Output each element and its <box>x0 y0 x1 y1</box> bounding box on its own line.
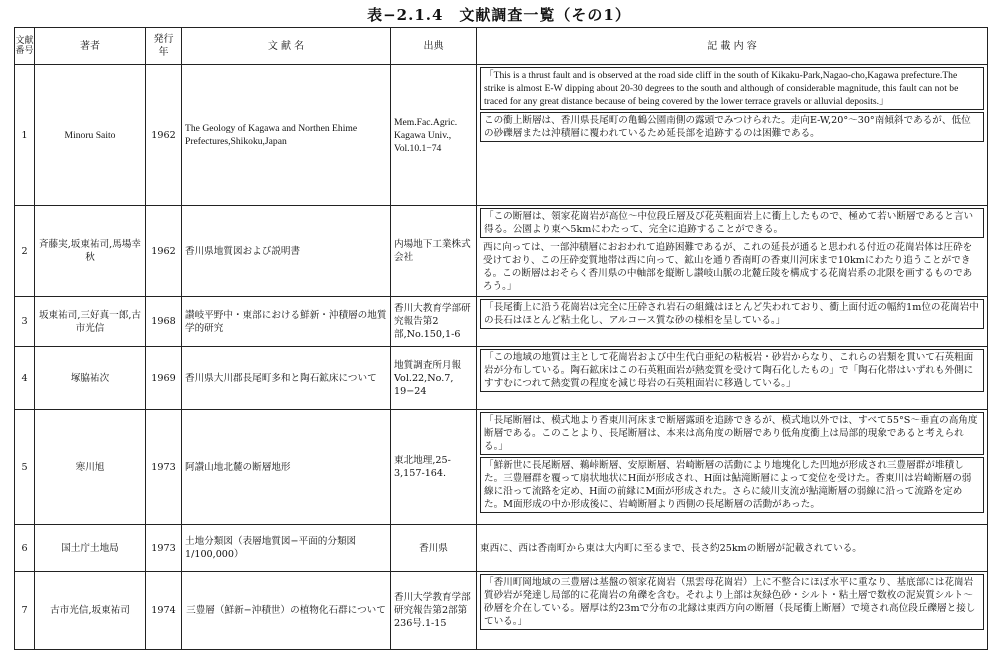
cell-year: 1962 <box>146 65 182 206</box>
table-row <box>15 572 988 650</box>
cell-name: 阿讃山地北麓の断層地形 <box>182 410 391 525</box>
cell-author: 坂東祐司,三好真一郎,古市光信 <box>35 297 146 347</box>
cell-year: 1973 <box>146 525 182 572</box>
desc-summary: この衝上断層は、香川県長尾町の亀鶴公園南側の露頭でみつけられた。走向E-W,20°〜30°南傾斜であるが、低位の砂礫層または沖積層に覆われているため延長部を追跡するのは困難である。 <box>480 112 984 142</box>
cell-source: 内場地下工業株式会社 <box>391 206 477 297</box>
cell-source: 香川大学教育学部研究報告第2部第236号.1-15 <box>391 572 477 650</box>
cell-num: 3 <box>15 297 35 347</box>
cell-name: 香川県地質図および説明書 <box>182 206 391 297</box>
table-row <box>15 347 988 410</box>
table-title: 表−2.1.4 文献調査一覧（その1） <box>367 6 631 24</box>
desc-continued: 西に向っては、一部沖積層におおわれて追跡困難であるが、これの延長が通ると思われる付近の花崗岩体は圧砕を受けており、この圧砕変質地帯は西に向って、鉱山を通り香南町の香東川河床まで10kmにわたり追うことができる。この断層はおそらく香川県の中軸部を縦断し讃岐山脈の北麓丘陵を構成する花崗岩系の北限を画するものであろう。」 <box>483 242 973 292</box>
cell-num: 7 <box>15 572 35 650</box>
cell-desc <box>477 206 988 297</box>
cell-author: 寒川旭 <box>35 410 146 525</box>
desc-quote-2: 「鮮新世に長尾断層、鵜峠断層、安原断層、岩崎断層の活動により地塊化した凹地が形成され三豊層群が堆積した。三豊層群を覆って扇状地状にH面が形成され、H面は鮎滝断層によって変位を受けた。香東川は岩崎断層の弱線に沿って流路を定め、H面の前縁にM面が形成された。さらに綾川支流が鮎滝断層の弱線に沿って流路を定めた。M面形成の中か形成後に、岩崎断層より西側の長尾断層の活動があった。 <box>480 457 984 513</box>
cell-num: 4 <box>15 347 35 410</box>
cell-source: 香川大教育学部研究報告第2部,No.150,1-6 <box>391 297 477 347</box>
literature-table <box>14 27 988 650</box>
cell-desc <box>477 347 988 410</box>
header-desc: 記 載 内 容 <box>477 28 988 65</box>
cell-name: 三豊層（鮮新−沖積世）の植物化石群について <box>182 572 391 650</box>
cell-year: 1974 <box>146 572 182 650</box>
cell-desc: 東西に、西は香南町から東は大内町に至るまで、長さ約25kmの断層が記載されている。 <box>477 525 988 572</box>
table-row <box>15 65 988 206</box>
cell-source: 香川県 <box>391 525 477 572</box>
cell-year: 1969 <box>146 347 182 410</box>
cell-name: 土地分類図（表層地質図−平面的分類図1/100,000） <box>182 525 391 572</box>
cell-num: 6 <box>15 525 35 572</box>
desc-quote: 「この断層は、領家花崗岩が高位〜中位段丘層及び花英粗面岩上に衝上したもので、極めて若い断層であると言い得る。公園より東へ5kmにわたって、完全に追跡することができる。 <box>480 208 984 238</box>
header-author: 著者 <box>35 28 146 65</box>
cell-year: 1973 <box>146 410 182 525</box>
desc-quote: 「長尾衝上に沿う花崗岩は完全に圧砕され岩石の組織はほとんど失われており、衝上面付近の幅約1m位の花崗岩中の長石はほとんど粘土化し、アルコース質な砂の様相を呈している。」 <box>480 299 984 329</box>
table-row <box>15 206 988 297</box>
cell-year: 1962 <box>146 206 182 297</box>
cell-num: 2 <box>15 206 35 297</box>
cell-year: 1968 <box>146 297 182 347</box>
cell-author: 塚脇祐次 <box>35 347 146 410</box>
cell-author: 斉藤実,坂東祐司,馬場幸秋 <box>35 206 146 297</box>
cell-author: Minoru Saito <box>35 65 146 206</box>
cell-desc <box>477 572 988 650</box>
desc-quote: 「この地域の地質は主として花崗岩および中生代白亜紀の粘板岩・砂岩からなり、これらの岩類を貫いて石英粗面岩が分布している。陶石鉱床はこの石英粗面岩が熱変質を受けて陶石化したもの」で「陶石化帯はいずれも外側にすすむにつれて熱変質の程度を減じ母岩の石英粗面岩に移過している。」 <box>480 349 984 392</box>
cell-name: The Geology of Kagawa and Northen Ehime Prefectures,Shikoku,Japan <box>182 65 391 206</box>
header-year: 発行年 <box>146 28 182 65</box>
table-row <box>15 410 988 525</box>
cell-author: 古市光信,坂東祐司 <box>35 572 146 650</box>
cell-num: 1 <box>15 65 35 206</box>
cell-name: 香川県大川郡長尾町多和と陶石鉱床について <box>182 347 391 410</box>
desc-quote: 「香川町岡地域の三豊層は基盤の領家花崗岩（黒雲母花崗岩）上に不整合にほぼ水平に重なり、基底部には花崗岩質砂岩が発達し局部的に花崗岩の角礫を含む。それより上部は灰緑色砂・シルト・粘土層で数枚の泥炭質シルト〜砂層を介在している。層厚は約23mで分布の北縁は東西方向の断層（長尾衝上断層）で境され高位段丘礫層と接している。」 <box>480 574 984 630</box>
table-row <box>15 525 988 572</box>
cell-desc <box>477 410 988 525</box>
cell-author: 国土庁土地局 <box>35 525 146 572</box>
cell-source: Mem.Fac.Agric. Kagawa Univ., Vol.10.1−74 <box>391 65 477 206</box>
cell-name: 讃岐平野中・東部における鮮新・沖積層の地質学的研究 <box>182 297 391 347</box>
cell-desc <box>477 65 988 206</box>
desc-quote: 「This is a thrust fault and is observed at the road side cliff in the south of Kikaku-Park,Nagao-cho,Kagawa prefecture.The strike is almost E-W dipping about 20-30 degrees to the south and although of considerable magnitude, this fault can not be traced for any great distance because of being covered by the lower terrace gravels or alluvial deposits.」 <box>480 67 984 110</box>
header-num: 文献番号 <box>15 28 35 65</box>
table-row <box>15 297 988 347</box>
header-source: 出典 <box>391 28 477 65</box>
cell-desc <box>477 297 988 347</box>
header-row <box>15 28 988 65</box>
cell-source: 地質調査所月報Vol.22,No.7, 19−24 <box>391 347 477 410</box>
cell-source: 東北地理,25-3,157-164. <box>391 410 477 525</box>
cell-num: 5 <box>15 410 35 525</box>
header-name: 文 献 名 <box>182 28 391 65</box>
desc-quote: 「長尾断層は、模式地より香東川河床まで断層露頭を追跡できるが、模式地以外では、すべて55°S〜垂直の高角度断層である。このことより、長尾断層は、本来は高角度の断層であり低角度衝上は局部的現象であると考えられる。」 <box>480 412 984 455</box>
